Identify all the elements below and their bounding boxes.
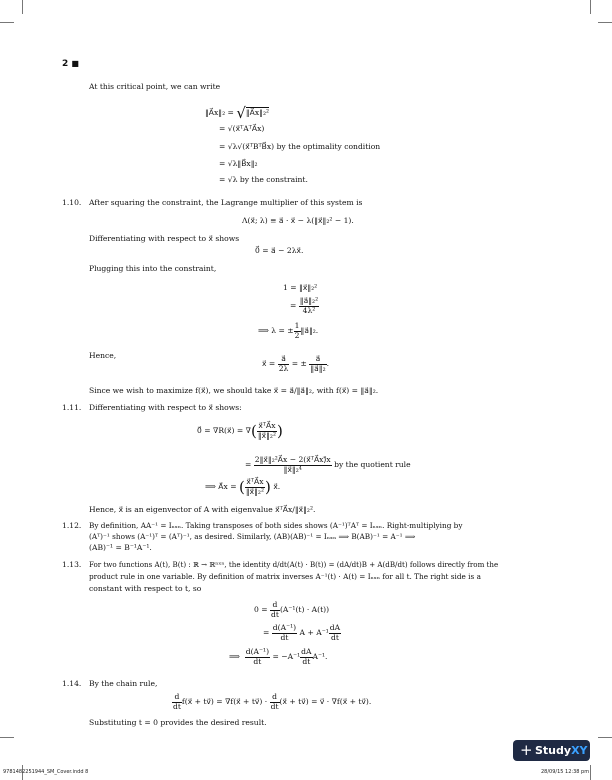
fraction-denominator: ‖a⃗‖₂ xyxy=(310,363,326,373)
constraint-eq-3-post: ‖a⃗‖₂. xyxy=(300,326,319,336)
problem-1-14-text: By the chain rule, xyxy=(89,679,158,688)
chain-rule-part-a: f(x⃗ + tv⃗) = ∇f(x⃗ + tv⃗) · xyxy=(181,697,268,707)
quotient-rule-note: by the quotient rule xyxy=(334,460,411,470)
derivative-fraction xyxy=(272,624,297,642)
constraint-eq-line-3 xyxy=(258,322,318,340)
norm-eq-line-3-math: = √λ√(x⃗ᵀBᵀB⃗x) xyxy=(219,142,275,151)
crop-mark xyxy=(22,0,23,14)
hence-text: Hence, xyxy=(89,351,117,360)
crop-mark xyxy=(0,22,14,23)
fraction-numerator: d(A⁻¹) xyxy=(272,623,297,632)
footer-date: 28/09/15 12:38 pm xyxy=(541,769,590,775)
chain-rule-part-b: (x⃗ + tv⃗) = v⃗ · ∇f(x⃗ + tv⃗). xyxy=(279,697,372,707)
constraint-fraction xyxy=(299,297,319,315)
fraction-denominator: dt xyxy=(330,632,339,642)
studyxy-logo xyxy=(513,740,590,761)
rayleigh-eq-line-2 xyxy=(245,456,411,474)
rayleigh-fraction xyxy=(257,422,277,440)
norm-eq-line-4: = √λ‖B⃗x‖₂ xyxy=(219,159,258,168)
problem-1-11-text: Differentiating with respect to x⃗ shows: xyxy=(89,403,242,412)
lagrangian-eq: Λ(x⃗; λ) ≡ a⃗ · x⃗ − λ(‖x⃗‖₂² − 1). xyxy=(242,216,354,225)
inverse-eq-line-3 xyxy=(229,648,327,666)
crop-mark xyxy=(590,0,591,14)
problem-1-10-number: 1.10. xyxy=(62,198,82,207)
crop-mark xyxy=(598,22,612,23)
page-number xyxy=(62,59,79,69)
problem-1-13-number: 1.13. xyxy=(62,560,82,569)
solution-eq2: = ± xyxy=(291,359,307,369)
constraint-eq-2-eq: = xyxy=(290,301,297,311)
fraction-denominator: 4λ² xyxy=(302,305,316,315)
problem-1-12-number: 1.12. xyxy=(62,521,82,530)
rayleigh-eq-line-1 xyxy=(197,422,283,440)
fraction-numerator: 1 xyxy=(294,321,300,330)
norm-eq-sqrt-arg: ‖A⃗x‖₂² xyxy=(245,108,270,117)
norm-eq-line-1 xyxy=(205,104,269,122)
paren-close: ) xyxy=(265,478,271,497)
norm-eq-lhs: ‖A⃗x‖₂ = xyxy=(205,108,237,117)
norm-eq-line-2: = √(x⃗ᵀAᵀA⃗x) xyxy=(219,124,265,133)
quotient-fraction xyxy=(254,456,332,474)
fraction-numerator: d(A⁻¹) xyxy=(245,647,270,656)
plus-icon: + xyxy=(520,741,533,759)
fraction-numerator: a⃗ xyxy=(278,355,290,365)
paren-close: ) xyxy=(277,422,283,441)
constraint-eq-line-1: 1 = ‖x⃗‖₂² xyxy=(283,283,318,292)
intro-text: At this critical point, we can write xyxy=(89,82,221,91)
norm-eq-line-5-math: = √λ xyxy=(219,175,238,184)
derivative-fraction xyxy=(172,693,182,711)
fraction-denominator: dt xyxy=(280,632,289,642)
gradient-eq: 0⃗ = a⃗ − 2λx⃗. xyxy=(255,246,304,255)
problem-1-11-number: 1.11. xyxy=(62,403,82,412)
differentiating-text: Differentiating with respect to x⃗ shows xyxy=(89,234,240,243)
norm-eq-line-3 xyxy=(219,142,380,151)
rayleigh-eq-3-lhs: ⟹ A⃗x = xyxy=(205,482,237,492)
solution-fraction-1 xyxy=(278,355,290,373)
chain-rule-eq xyxy=(172,693,371,711)
norm-eq-line-3-note: by the optimality condition xyxy=(276,142,381,151)
fraction-numerator: d xyxy=(172,693,182,703)
inverse-eq-2-eq: = xyxy=(263,628,270,638)
logo-study: Study xyxy=(535,744,572,757)
fraction-numerator: dA xyxy=(329,623,341,632)
half-fraction xyxy=(294,322,301,340)
derivative-fraction xyxy=(300,648,312,666)
solution-end: . xyxy=(326,359,330,369)
fraction-numerator: x⃗ᵀA⃗x xyxy=(246,477,264,486)
inverse-eq-line-1 xyxy=(254,601,329,619)
fraction-numerator: x⃗ᵀA⃗x xyxy=(258,421,276,430)
inverse-eq-line-2 xyxy=(263,624,341,642)
maximize-text: Since we wish to maximize f(x⃗), we should take x⃗ = a⃗/‖a⃗‖₂, with f(x⃗) = ‖a⃗‖₂. xyxy=(89,386,379,395)
fraction-numerator: dA xyxy=(301,647,312,656)
paren-open: ( xyxy=(238,478,245,497)
fraction-numerator: 2‖x⃗‖₂²A⃗x − 2(x⃗ᵀA⃗x)⃗x xyxy=(254,455,331,464)
crop-mark xyxy=(0,737,14,738)
problem-1-14-number: 1.14. xyxy=(62,679,82,688)
logo-text xyxy=(535,744,588,757)
fraction-denominator: dt xyxy=(271,609,279,619)
page-number-value: 2 xyxy=(62,59,69,69)
paren-open: ( xyxy=(250,422,257,441)
fraction-numerator: a⃗ xyxy=(309,355,326,365)
inverse-eq-1-rhs: (A⁻¹(t) · A(t)) xyxy=(279,605,330,615)
constraint-eq-line-2 xyxy=(290,297,319,315)
plugging-text: Plugging this into the constraint, xyxy=(89,264,217,273)
fraction-denominator: dt xyxy=(253,656,262,666)
problem-1-13-line-1: For two functions A(t), B(t) : ℝ → ℝⁿˣⁿ, the identity d/dt(A(t) · B(t)) = (dA/dt)B + A(dB/dt) follows directly from the xyxy=(89,560,499,569)
fraction-denominator: ‖x⃗‖₂² xyxy=(257,430,277,440)
problem-1-12-line-3: (AB)⁻¹ = B⁻¹A⁻¹. xyxy=(89,543,152,552)
problem-1-10-text: After squaring the constraint, the Lagrange multiplier of this system is xyxy=(89,198,363,207)
logo-xy: XY xyxy=(571,744,588,757)
problem-1-13-line-3: constant with respect to t, so xyxy=(89,584,202,593)
problem-1-12-line-1: By definition, AA⁻¹ = Iₙₓₙ. Taking transposes of both sides shows (A⁻¹)ᵀAᵀ = Iₙₓₙ. Right-multiplying by xyxy=(89,521,463,530)
inverse-eq-2-mid: A + A⁻¹ xyxy=(299,628,329,638)
fraction-denominator: dt xyxy=(173,701,181,711)
norm-eq-line-5-note: by the constraint. xyxy=(239,175,308,184)
rayleigh-eq-line-3 xyxy=(205,478,280,496)
derivative-fraction xyxy=(329,624,341,642)
inverse-eq-3-pre: ⟹ xyxy=(229,652,240,662)
problem-1-12-line-2: (Aᵀ)⁻¹ shows (A⁻¹)ᵀ = (Aᵀ)⁻¹, as desired. Similarly, (AB)(AB)⁻¹ = Iₙₓₙ ⟹ B(AB)⁻¹ = A⁻¹ ⟹ xyxy=(89,532,416,541)
fraction-denominator: dt xyxy=(302,656,311,666)
crop-mark xyxy=(598,737,612,738)
inverse-eq-3-end: A⁻¹. xyxy=(312,652,328,662)
substitution-text: Substituting t = 0 provides the desired result. xyxy=(89,718,267,727)
fraction-denominator: 2λ xyxy=(278,363,289,373)
solution-lhs: x⃗ = xyxy=(262,359,276,369)
fraction-numerator: ‖a⃗‖₂² xyxy=(299,296,319,305)
fraction-denominator: 2 xyxy=(294,330,300,340)
rayleigh-lhs: 0⃗ = ∇R(x⃗) = ∇ xyxy=(197,426,251,436)
fraction-numerator: d xyxy=(270,693,280,703)
derivative-fraction xyxy=(245,648,270,666)
constraint-eq-3-pre: ⟹ λ = ± xyxy=(258,326,294,336)
eigenvalue-fraction xyxy=(245,478,265,496)
fraction-denominator: ‖x⃗‖₂⁴ xyxy=(283,464,302,474)
footer-filename: 9781482251944_SM_Cover.indd 8 xyxy=(3,769,89,775)
rayleigh-eq-2-eq: = xyxy=(245,460,252,470)
fraction-denominator: dt xyxy=(270,701,279,711)
fraction-denominator: ‖x⃗‖₂² xyxy=(245,486,265,496)
solution-fraction-2 xyxy=(309,355,326,373)
rayleigh-eq-3-end: x⃗. xyxy=(273,482,281,492)
derivative-fraction xyxy=(270,693,280,711)
inverse-eq-1-lhs: 0 = xyxy=(254,605,268,615)
fraction-numerator: d xyxy=(270,601,280,611)
crop-mark xyxy=(590,765,591,780)
problem-1-13-line-2: product rule in one variable. By definition of matrix inverses A⁻¹(t) · A(t) = Iₙₓₙ for all t. The right side is a xyxy=(89,572,481,581)
solution-eq xyxy=(262,355,329,373)
norm-eq-line-5 xyxy=(219,175,308,184)
eigenvector-conclusion: Hence, x⃗ is an eigenvector of A with eigenvalue x⃗ᵀA⃗x/‖x⃗‖₂². xyxy=(89,505,316,514)
square-icon: ■ xyxy=(71,59,79,68)
inverse-eq-3-mid: = −A⁻¹ xyxy=(272,652,301,662)
sqrt-icon: √ xyxy=(236,104,246,122)
derivative-fraction xyxy=(270,601,280,619)
